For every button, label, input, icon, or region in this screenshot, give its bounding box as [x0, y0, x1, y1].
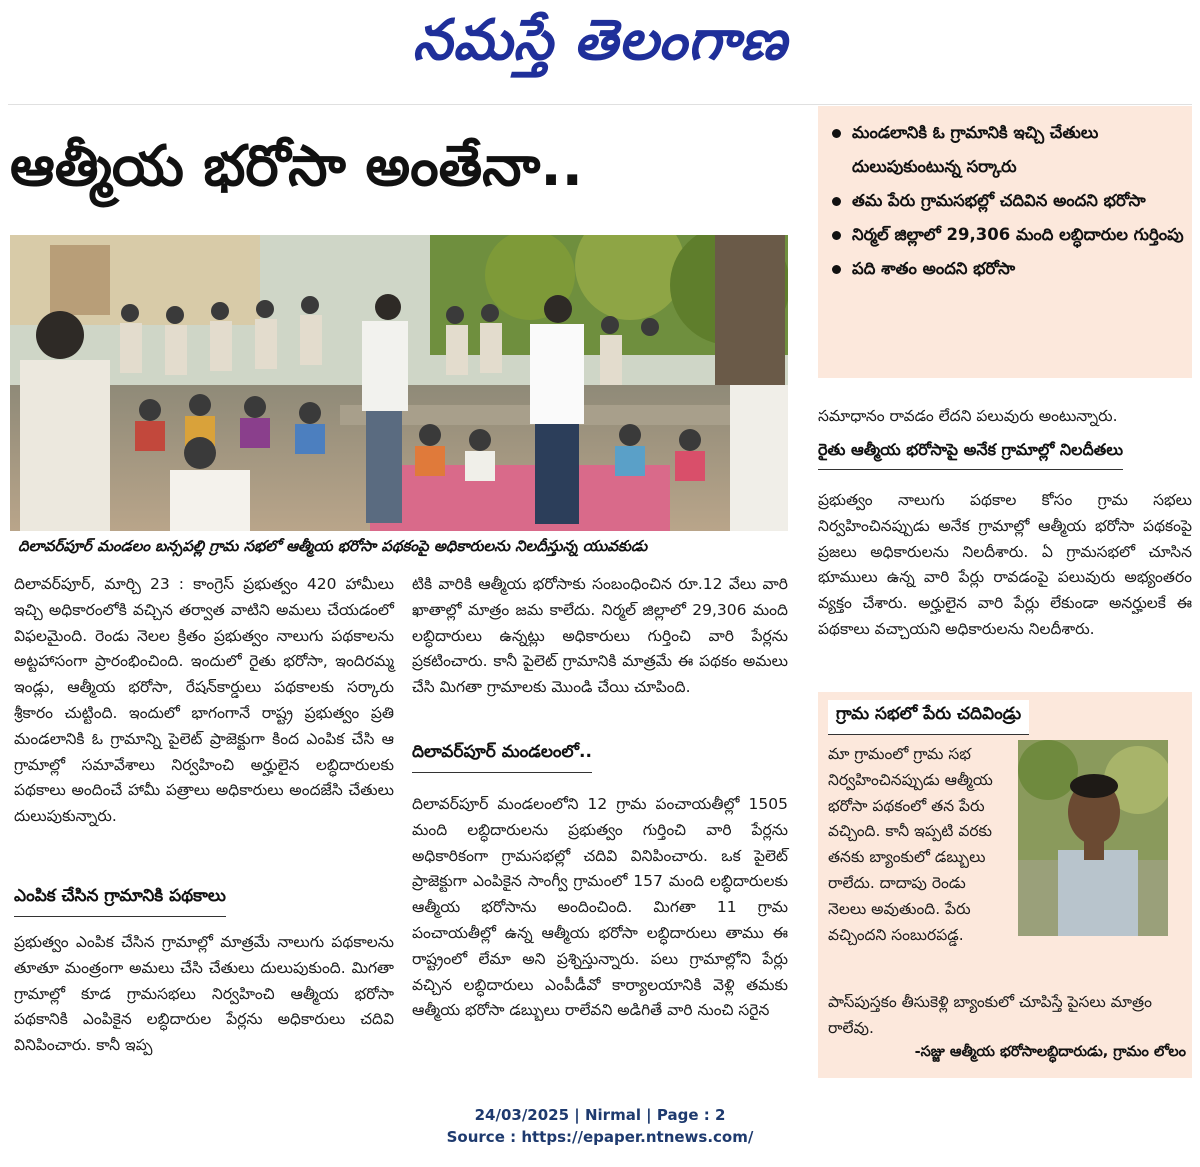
quote-title: గ్రామ సభలో పేరు చదివిండ్రు: [828, 700, 1029, 735]
article-column-1: [14, 572, 394, 830]
highlight-text: నిర్మల్ జిల్లాలో 29,306 మంది లబ్ధిదారుల గుర్తింపు: [852, 225, 1184, 244]
article-column-3: [818, 404, 1192, 430]
beneficiary-portrait: [1018, 740, 1168, 936]
photo-caption: దిలావర్‌పూర్ మండలం బన్సపల్లి గ్రామ సభలో ఆత్మీయ భరోసా పథకంపై అధికారులను నిలదీస్తున్న యువకుడు: [18, 537, 648, 555]
column-1-paragraph-1: దిలావర్‌పూర్, మార్చి 23 : కాంగ్రెస్ ప్రభుత్వం 420 హామీలు ఇచ్చి అధికారంలోకి వచ్చిన తర్వాత వాటిని అమలు చేయడంలో విఫలమైంది. రెండు నెలల క్రితం ప్రభుత్వం నాలుగు పథకాలను అట్టహాసంగా ప్రారంభించింది. ఇందులో రైతు భరోసా, ఇందిరమ్మ ఇండ్లు, ఆత్మీయ భరోసా, రేషన్‌కార్డులు పథకాలకు సర్కారు శ్రీకారం చుట్టింది. ఇందులో భాగంగానే రాష్ట్ర ప్రభుత్వం ప్రతి మండలానికి ఓ గ్రామాన్ని పైలెట్ ప్రాజెక్టుగా కింద ఎంపిక చేసి ఆ గ్రామాల్లో సమావేశాలు నిర్వహించి అర్హులైన లబ్ధిదారులకు పథకాలు అందించే హామీ పత్రాలు అధికారులు అందజేసి చేతులు దులుపుకున్నారు.: [14, 575, 394, 826]
highlight-text: తమ పేరు గ్రామసభల్లో చదివిన అందని భరోసా: [852, 191, 1146, 210]
quote-text-wide: పాస్‌పుస్తకం తీసుకెళ్లి బ్యాంకులో చూపిస్తే పైసలు మాత్రం రాలేవు.: [828, 993, 1152, 1037]
column-3-subhead: రైతు ఆత్మీయ భరోసాపై అనేక గ్రామాల్లో నిలదీతలు: [818, 440, 1123, 470]
article-column-2: [412, 572, 788, 701]
highlights-list: [818, 106, 1192, 286]
page-footer: [0, 1104, 1200, 1148]
highlight-item: [818, 252, 1192, 286]
masthead-divider: [8, 104, 1192, 105]
column-1-paragraph-2: ప్రభుత్వం ఎంపిక చేసిన గ్రామాల్లో మాత్రమే నాలుగు పథకాలను తూతూ మంత్రంగా అమలు చేసి చేతులు దులుపుకుంది. మిగతా గ్రామాల్లో కూడ గ్రామసభలు నిర్వహించి ఆత్మీయ భరోసా పథకానికి ఎంపికైన లబ్ధిదారుల పేర్లను అధికారులు చదివి వినిపించారు. కానీ ఇప్ప: [14, 933, 394, 1055]
bullet-icon: [832, 265, 841, 274]
highlight-text: మండలానికి ఓ గ్రామానికి ఇచ్చి చేతులు దులుపుకుంటున్న సర్కారు: [852, 123, 1099, 176]
highlight-item: [818, 116, 1192, 184]
column-3-lead: సమాధానం రావడం లేదని పలువురు అంటున్నారు.: [818, 407, 1118, 425]
article-column-3-continued: [818, 488, 1192, 643]
quote-attribution: -సజ్జు ఆత్మీయ భరోసాలబ్ధిదారుడు, గ్రామం లోలం: [914, 1044, 1186, 1060]
column-2-paragraph-2: దిలావర్‌పూర్ మండలంలోని 12 గ్రామ పంచాయతీల్లో 1505 మంది లబ్ధిదారులను ప్రభుత్వం గుర్తించి వారి పేర్లను అధికారికంగా గ్రామసభల్లో చదివి వినిపించారు. ఒక పైలెట్ ప్రాజెక్టుగా ఎంపికైన సాంగ్వీ గ్రామంలో 157 మంది లబ్ధిదారులకు ఆత్మీయ భరోసాను అందించింది. మిగతా 11 గ్రామ పంచాయతీల్లో ఉన్న ఆత్మీయ భరోసా లబ్ధిదారులు తాము ఈ రాష్ట్రంలో లేమా అని ప్రశ్నిస్తున్నారు. పలు గ్రామాల్లోని పేర్లు వచ్చిన లబ్ధిదారులు ఎంపీడీవో కార్యాలయానికి వెళ్లి తమకు ఆత్మీయ భరోసా డబ్బులు రాలేవని అడిగితే వారి నుంచి సరైన: [412, 795, 788, 1020]
masthead: [0, 0, 1200, 100]
column-2-paragraph-1: టికి వారికి ఆత్మీయ భరోసాకు సంబంధించిన రూ.12 వేలు వారి ఖాతాల్లో మాత్రం జమ కాలేదు. నిర్మల్ జిల్లాలో 29,306 మంది లబ్ధిదారులు ఉన్నట్లు అధికారులు గుర్తించి వారి పేర్లను ప్రకటించారు. కానీ పైలెట్ గ్రామానికి మాత్రమే ఈ పథకం అమలు చేసి మిగతా గ్రామాలకు మొండి చేయి చూపింది.: [412, 575, 788, 697]
article-column-2-continued: [412, 792, 788, 1024]
quote-text-narrow: మా గ్రామంలో గ్రామ సభ నిర్వహించినప్పుడు ఆత్మీయ భరోసా పథకంలో తన పేరు వచ్చింది. కానీ ఇప్పటి వరకు తనకు బ్యాంకులో డబ్బులు రాలేదు. దాదాపు రెండు నెలలు అవుతుంది. పేరు వచ్చిందని సంబురపడ్డ.: [828, 745, 993, 944]
article-column-1-continued: [14, 930, 394, 1059]
column-2-subhead-wrap: [412, 742, 788, 773]
highlights-box: [818, 106, 1192, 378]
footer-source: Source : https://epaper.ntnews.com/: [446, 1128, 754, 1146]
bullet-icon: [832, 231, 841, 240]
quote-title-wrap: [828, 700, 1188, 735]
portrait-illustration: [1018, 740, 1168, 936]
column-1-subhead: ఎంపిక చేసిన గ్రామానికి పథకాలు: [14, 886, 226, 917]
column-1-subhead-wrap: [14, 886, 394, 917]
newspaper-logo: నమస్తే తెలంగాణ: [412, 8, 788, 73]
footer-date-page: 24/03/2025 | Nirmal | Page : 2: [474, 1106, 726, 1124]
bullet-icon: [832, 129, 841, 138]
column-3-paragraph: ప్రభుత్వం నాలుగు పథకాల కోసం గ్రామ సభలు నిర్వహించినప్పుడు అనేక గ్రామాల్లో ఆత్మీయ భరోసా పథకంపై ప్రజలు అధికారులను నిలదీశారు. ఏ గ్రామసభలో చూసిన భూములు ఉన్న వారి పేర్లు రావడంపై పలువురు అభ్యంతరం వ్యక్తం చేశారు. అర్హులైన వారి పేర్లు లేకుండా అనర్హులకే ఈ పథకాలు వచ్చాయని అధికారులను నిలదీశారు.: [818, 491, 1192, 638]
news-photo: [10, 235, 788, 531]
highlight-item: [818, 218, 1192, 252]
column-2-subhead: దిలావర్‌పూర్ మండలంలో..: [412, 742, 592, 773]
highlight-item: [818, 184, 1192, 218]
highlight-text: పది శాతం అందని భరోసా: [852, 259, 1016, 278]
news-photo-illustration: [10, 235, 788, 531]
column-3-subhead-wrap: [818, 440, 1192, 470]
article-headline: ఆత్మీయ భరోసా అంతేనా..: [10, 134, 583, 199]
bullet-icon: [832, 197, 841, 206]
